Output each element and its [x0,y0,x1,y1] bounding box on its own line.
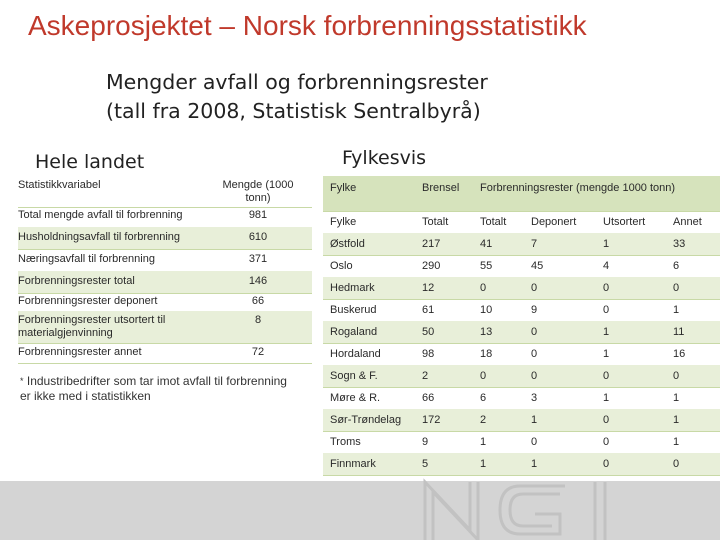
table-row: Østfold 217 41 7 1 33 [323,233,720,256]
table-row: Oslo 290 55 45 4 6 [323,255,720,278]
table-row: Forbrenningsrester total 146 [18,271,312,294]
table-row: Næringsavfall til forbrenning 371 [18,249,312,272]
table-row: Møre & R. 66 6 3 1 1 [323,387,720,410]
table-row: Forbrenningsrester annet 72 [18,343,312,364]
header-quantity: Mengde (1000 tonn) [222,179,294,204]
table-row: Forbrenningsrester utsortert til materialgjenvinning 8 [18,311,312,344]
header-county: Fylke [330,182,357,194]
county-table-header [323,176,720,212]
table-row: Sør-Trøndelag 172 2 1 0 1 [323,409,720,432]
table-row: Hedmark 12 0 0 0 0 [323,277,720,300]
national-table-header [18,177,312,208]
table-row: Rogaland 50 13 0 1 11 [323,321,720,344]
slide-title: Askeprosjektet – Norsk forbrenningsstatistikk [28,10,587,41]
ngi-logo [355,470,655,540]
table-row: Forbrenningsrester deponert 66 [18,293,312,312]
header-fuel: Brensel [422,182,460,194]
table-row: Troms 9 1 0 0 1 [323,431,720,454]
table-row: Finnmark 5 1 1 0 0 [323,453,720,476]
right-heading: Fylkesvis [342,147,427,169]
footnote-mark: * [20,376,24,386]
left-heading: Hele landet [35,151,145,173]
table-row: Husholdningsavfall til forbrenning 610 [18,227,312,250]
header-variable: Statistikkvariabel [18,179,101,191]
table-row: Sogn & F. 2 0 0 0 0 [323,365,720,388]
footnote-text: Industribedrifter som tar imot avfall til forbrenning er ikke med i statistikken [20,374,287,403]
header-residues: Forbrenningsrester (mengde 1000 tonn) [480,182,676,194]
table-row: Buskerud 61 10 9 0 1 [323,299,720,322]
footnote [20,374,300,404]
table-row: Hordaland 98 18 0 1 16 [323,343,720,366]
county-table-subheader: Fylke Totalt Totalt Deponert Utsortert Annet [323,211,720,234]
slide-subtitle [106,68,488,126]
table-row: Total mengde avfall til forbrenning 981 [18,207,312,228]
subtitle-line-1: Mengder avfall og forbrenningsrester [106,70,488,94]
subtitle-line-2: (tall fra 2008, Statistisk Sentralbyrå) [106,99,481,123]
